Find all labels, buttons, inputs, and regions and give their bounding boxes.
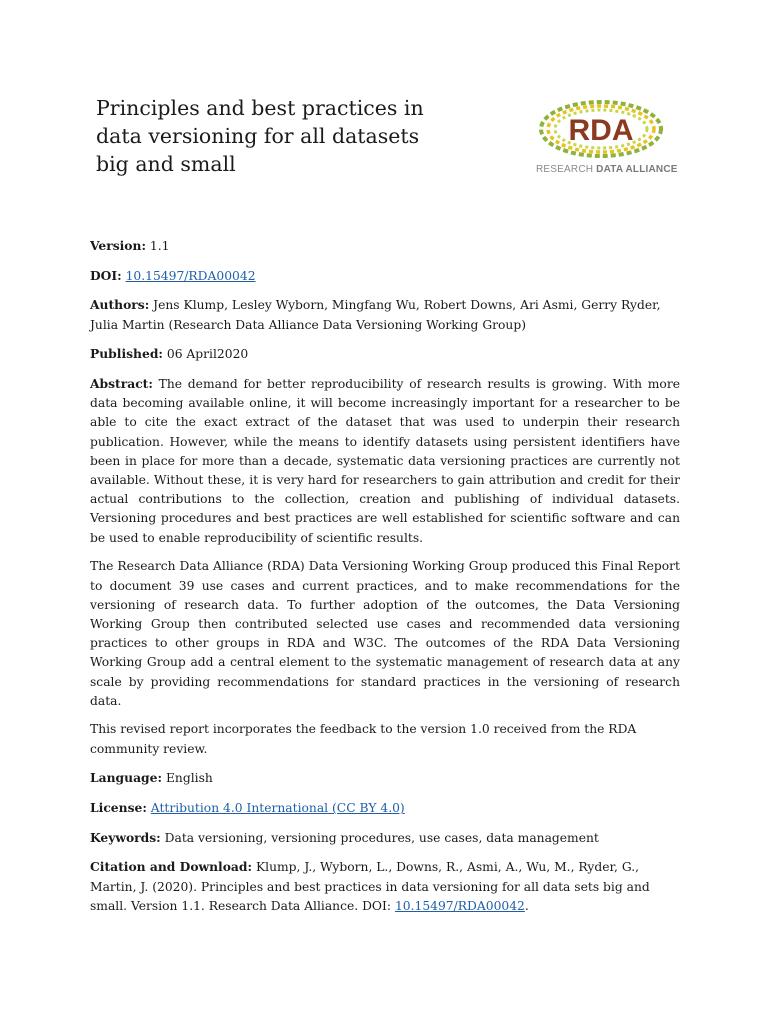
revision-paragraph: This revised report incorporates the feedback to the version 1.0 received from the RDA community review.: [90, 722, 637, 756]
citation-trailing: .: [524, 898, 529, 913]
citation-doi-link[interactable]: 10.15497/RDA00042: [394, 898, 525, 913]
rda-logo-subtitle-bold: DATA ALLIANCE: [596, 164, 678, 175]
citation-text: Klump, J., Wyborn, L., Downs, R., Asmi, A., Wu, M., Ryder, G., Martin, J. (2020). Principles and best practices in data versioning for all data sets big and small. Version 1.1. Research Data Alliance. DOI:: [90, 860, 650, 913]
language-value: English: [165, 771, 213, 786]
doi-link[interactable]: 10.15497/RDA00042: [125, 268, 256, 283]
document-body: [90, 236, 680, 926]
rda-logo: [536, 98, 678, 182]
abstract-label: Abstract:: [90, 376, 153, 392]
abstract-paragraph: [90, 374, 680, 548]
version-line: [90, 236, 680, 256]
license-link[interactable]: Attribution 4.0 International (CC BY 4.0): [150, 801, 405, 816]
published-value: 06 April2020: [166, 347, 249, 362]
keywords-label: Keywords:: [90, 829, 161, 845]
authors-label: Authors:: [90, 297, 150, 313]
rda-logo-subtitle-light: RESEARCH: [536, 164, 597, 175]
rda-logo-letters: RDA: [568, 114, 634, 147]
language-label: Language:: [90, 770, 163, 786]
doi-label: DOI:: [90, 267, 122, 283]
abstract-text: The demand for better reproducibility of research results is growing. With more data becoming available online, it will become increasingly important for a researcher to be able to cite the exact extract of the dataset that was used to underpin their research publication. However, while the means to identify datasets using persistent identifiers have been in place for more than a decade, systematic data versioning practices are currently not available. Without these, it is very hard for researchers to gain attribution and credit for their actual contributions to the collection, creation and publishing of individual datasets. Versioning procedures and best practices are well established for scientific software and can be used to enable reproducibility of scientific results.: [90, 377, 680, 545]
language-line: [90, 768, 680, 788]
rda-working-group-paragraph: The Research Data Alliance (RDA) Data Versioning Working Group produced this Final Report to document 39 use cases and current practices, and to make recommendations for the versioning of research data. To further adoption of the outcomes, the Data Versioning Working Group then contributed selected use cases and recommended data versioning practices to other groups in RDA and W3C. The outcomes of the RDA Data Versioning Working Group add a central element to the systematic management of research data at any scale by providing recommendations for standard practices in the versioning of research data.: [90, 559, 680, 708]
citation-paragraph: [90, 857, 680, 916]
doi-line: [90, 266, 680, 286]
license-line: [90, 798, 680, 818]
citation-label: Citation and Download:: [90, 859, 253, 875]
authors-line: [90, 295, 680, 334]
version-label: Version:: [90, 238, 146, 253]
published-label: Published:: [90, 346, 163, 362]
rda-logo-icon: [536, 98, 666, 164]
document-title: Principles and best practices in data versioning for all datasets big and small: [96, 96, 424, 176]
keywords-value: Data versioning, versioning procedures, use cases, data management: [164, 830, 599, 845]
keywords-line: [90, 828, 680, 848]
version-value: 1.1: [149, 239, 170, 253]
authors-value: Jens Klump, Lesley Wyborn, Mingfang Wu, Robert Downs, Ari Asmi, Gerry Ryder, Julia Martin (Research Data Alliance Data Versioning Working Group): [90, 298, 661, 332]
published-line: [90, 344, 680, 364]
license-label: License:: [90, 800, 147, 816]
rda-logo-subtitle: [536, 164, 678, 175]
